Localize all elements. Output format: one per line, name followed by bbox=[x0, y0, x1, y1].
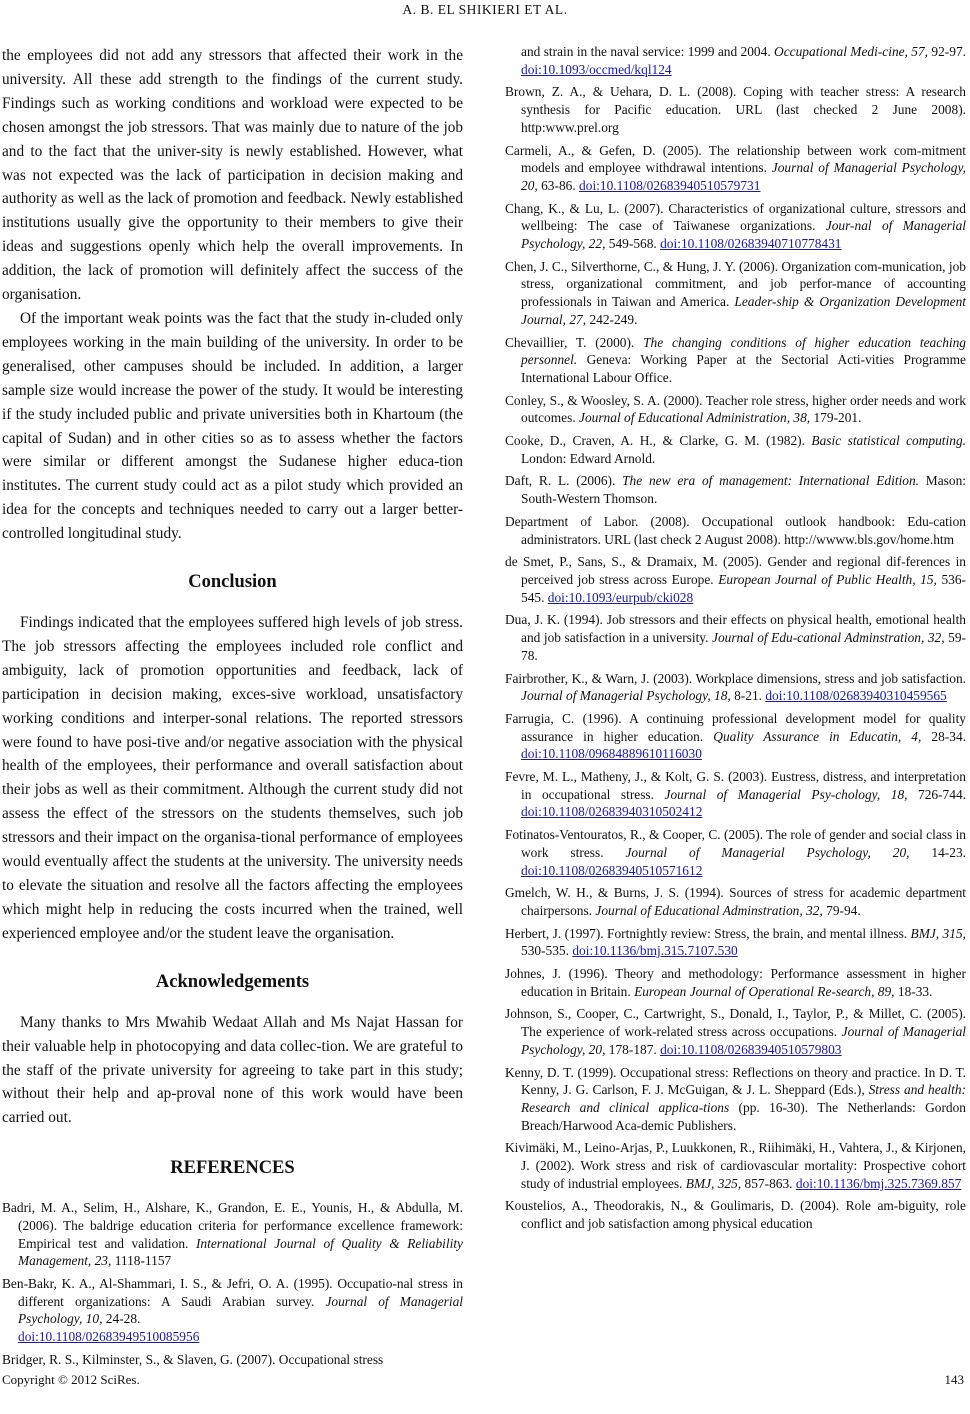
reference-source: Jour-nal of Managerial Psychology, 22, bbox=[521, 218, 966, 252]
doi-link[interactable]: doi:10.1108/02683940510579731 bbox=[579, 177, 761, 193]
reference-text: Fotinatos-Ventouratos, R., & Cooper, C. (2005). The role of gender and social class in work stress. bbox=[505, 827, 966, 860]
reference-pages: Mason: South-Western Thomson. bbox=[521, 473, 966, 507]
reference-text: Department of Labor. (2008). Occupational outlook handbook: Edu-cation administrators. URL (last check 2 August 2008). http://wwww.bls.gov/home.htm bbox=[505, 513, 966, 547]
reference-pages: 59-78. bbox=[521, 630, 966, 663]
doi-link[interactable]: doi:10.1136/bmj.315.7107.530 bbox=[572, 943, 738, 959]
reference-text: Daft, R. L. (2006). bbox=[505, 473, 623, 489]
reference-text: Kivimäki, M., Leino-Arjas, P., Luukkonen, R., Riihimäki, H., Vahtera, J., & Kirjonen, J. (2002). Work stress and risk of cardiovascular mortality: Prospective cohort study of industrial employees. bbox=[505, 1140, 966, 1191]
reference-source: BMJ, 325, bbox=[685, 1175, 742, 1191]
reference-source: Stress and health: Research and clinical applica-tions bbox=[521, 1082, 966, 1115]
reference-text: Conley, S., & Woosley, S. A. (2000). Teacher role stress, higher order needs and work outcomes. bbox=[505, 392, 966, 426]
reference-entry bbox=[505, 826, 966, 879]
conclusion-heading: Conclusion bbox=[188, 572, 277, 593]
reference-entry bbox=[2, 1275, 463, 1346]
reference-entry bbox=[505, 965, 966, 1000]
reference-text: Herbert, J. (1997). Fortnightly review: Stress, the brain, and mental illness. bbox=[505, 925, 911, 941]
doi-link[interactable]: doi:10.1108/02683940310459565 bbox=[765, 688, 947, 704]
reference-entry bbox=[505, 1139, 966, 1192]
reference-pages: 178-187. bbox=[605, 1041, 661, 1057]
reference-source: Journal of Managerial Psychology, 20, bbox=[625, 844, 910, 860]
reference-entry bbox=[2, 1351, 463, 1369]
reference-entry bbox=[505, 925, 966, 960]
left-column bbox=[2, 44, 463, 1374]
reference-entry bbox=[2, 1199, 463, 1270]
references-heading: REFERENCES bbox=[170, 1158, 295, 1179]
reference-pages: 530-535. bbox=[521, 943, 573, 959]
reference-pages: 857-863. bbox=[741, 1175, 796, 1191]
reference-source: The new era of management: International Edition. bbox=[622, 473, 920, 489]
reference-entry bbox=[505, 43, 966, 78]
reference-entry bbox=[505, 513, 966, 548]
reference-entry bbox=[505, 611, 966, 664]
reference-text: Gmelch, W. H., & Burns, J. S. (1994). Sources of stress for academic department chairpersons. bbox=[505, 885, 966, 918]
reference-entry bbox=[505, 884, 966, 919]
reference-text: Kenny, D. T. (1999). Occupational stress: Reflections on theory and practice. In D. T. Kenny, J. G. Carlson, F. J. McGuigan, & J. L. Sheppard (Eds.), bbox=[505, 1064, 966, 1098]
reference-source: Journal of Educational Adminstration, 32, bbox=[595, 902, 823, 918]
reference-pages: Geneva: Working Paper at the Sectorial Acti-vities Programme International Labour Office. bbox=[521, 352, 966, 385]
reference-source: Journal of Managerial Psychology, 20, bbox=[521, 1024, 966, 1057]
reference-pages: 24-28. bbox=[102, 1311, 141, 1327]
acknowledgements-heading: Acknowledgements bbox=[155, 971, 310, 992]
body-paragraph: the employees did not add any stressors that affected their work in the university. All these add strength to the findings of the current study. Findings such as working conditions and workload were expected to be chosen amongst the job stressors. That was mainly due to nature of the job and to the fact that the univer-sity is newly established. However, what was not expected was the lack of participation in decision making and authority as well as the lack of promotion and feedback. Newly established institutions usually give the opportunity to their members to give their ideas and suggestions openly which help the overall improvements. In addition, the lack of promotion will definitely affect the success of the organisation. bbox=[2, 47, 463, 304]
copyright-notice: Copyright © 2012 SciRes. bbox=[2, 1372, 140, 1387]
reference-pages: 79-94. bbox=[822, 902, 861, 918]
reference-entry bbox=[505, 200, 966, 253]
reference-pages: 536-545. bbox=[521, 571, 966, 605]
reference-entry bbox=[505, 472, 966, 507]
reference-entry bbox=[505, 1064, 966, 1135]
reference-pages: 14-23. bbox=[909, 844, 967, 860]
reference-text: Ben-Bakr, K. A., Al-Shammari, I. S., & Jefri, O. A. (1995). Occupatio-nal stress in different organizations: A Saudi Arabian survey. bbox=[2, 1276, 463, 1309]
reference-list-right bbox=[505, 43, 966, 1233]
reference-text: Fairbrother, K., & Warn, J. (2003). Workplace dimensions, stress and job satisfaction. bbox=[505, 670, 966, 686]
right-column bbox=[505, 43, 966, 1238]
reference-entry bbox=[505, 334, 966, 387]
reference-text: Farrugia, C. (1996). A continuing professional development model for quality assurance in higher education. bbox=[505, 710, 966, 744]
doi-link[interactable]: doi:10.1093/occmed/kql124 bbox=[521, 61, 672, 77]
reference-pages: 92-97. bbox=[928, 44, 967, 59]
reference-entry bbox=[505, 1005, 966, 1058]
reference-source: Journal of Managerial Psychology, 10, bbox=[18, 1293, 463, 1327]
reference-pages: 179-201. bbox=[810, 410, 862, 426]
reference-source: Journal of Educational Administration, 38, bbox=[579, 410, 811, 426]
doi-link[interactable]: doi:10.1108/02683940710778431 bbox=[660, 236, 842, 252]
reference-pages: 726-744. bbox=[907, 786, 966, 802]
reference-text: Johnson, S., Cooper, C., Cartwright, S., Donald, I., Taylor, P., & Millet, C. (2005). The experience of work-related stress across occupations. bbox=[505, 1006, 966, 1040]
reference-source: European Journal of Public Health, 15, bbox=[718, 571, 937, 587]
doi-link[interactable]: doi:10.1108/02683949510085956 bbox=[18, 1329, 200, 1345]
reference-source: Journal of Edu-cational Adminstration, 32, bbox=[712, 630, 945, 646]
reference-source: Journal of Managerial Psy-chology, 18, bbox=[664, 786, 908, 802]
reference-source: Occupational Medi-cine, 57, bbox=[774, 44, 929, 59]
reference-text: Chang, K., & Lu, L. (2007). Characteristics of organizational culture, stressors and wellbeing: The case of Taiwanese organizations. bbox=[505, 200, 966, 234]
reference-text: Carmeli, A., & Gefen, D. (2005). The relationship between work com-mitment models and employee withdrawal intentions. bbox=[505, 142, 966, 176]
doi-link[interactable]: doi:10.1108/02683940310502412 bbox=[521, 804, 703, 820]
reference-text: Chevaillier, T. (2000). bbox=[505, 334, 644, 350]
reference-pages: 242-249. bbox=[586, 311, 638, 327]
reference-entry bbox=[505, 392, 966, 427]
reference-text: de Smet, P., Sans, S., & Dramaix, M. (2005). Gender and regional dif-ferences in perceived job stress across Europe. bbox=[505, 554, 966, 587]
reference-entry bbox=[505, 258, 966, 329]
reference-source: European Journal of Operational Re-search, 89, bbox=[634, 983, 895, 999]
reference-text: Fevre, M. L., Matheny, J., & Kolt, G. S. (2003). Eustress, distress, and interpretation in occupational stress. bbox=[505, 769, 966, 802]
reference-entry bbox=[505, 432, 966, 467]
reference-text: Chen, J. C., Silverthorne, C., & Hung, J. Y. (2006). Organization com-munication, job stress, organizational commitment, and job perfor-mance of accounting professionals in Taiwan and America. bbox=[505, 258, 966, 310]
reference-text: Cooke, D., Craven, A. H., & Clarke, G. M. (1982). bbox=[505, 433, 812, 449]
doi-link[interactable]: doi:10.1108/02683940510579803 bbox=[660, 1041, 842, 1057]
reference-pages: (pp. 16-30). The Netherlands: Gordon Breach/Harwood Aca-demic Publishers. bbox=[521, 1099, 966, 1133]
reference-entry bbox=[505, 768, 966, 821]
reference-pages: 8-21. bbox=[730, 688, 766, 704]
reference-text: Johnes, J. (1996). Theory and methodology: Performance assessment in higher education in Britain. bbox=[505, 966, 966, 999]
running-head: A. B. EL SHIKIERI ET AL. bbox=[402, 2, 568, 17]
reference-entry bbox=[505, 1197, 966, 1232]
reference-text: Brown, Z. A., & Uehara, D. L. (2008). Coping with teacher stress: A research synthesis for Pacific education. URL (last checked 2 June 2008). http:www.prel.org bbox=[505, 84, 966, 135]
reference-source: International Journal of Quality & Reliability Management, 23, bbox=[18, 1235, 463, 1269]
reference-source: BMJ, 315, bbox=[910, 925, 966, 941]
doi-link[interactable]: doi:10.1108/02683940510571612 bbox=[521, 862, 703, 878]
reference-pages: 18-33. bbox=[894, 983, 933, 999]
reference-pages: 549-568. bbox=[605, 236, 661, 252]
reference-pages: London: Edward Arnold. bbox=[521, 450, 656, 466]
reference-text: Dua, J. K. (1994). Job stressors and their effects on physical health, emotional health and job satisfaction in a university. bbox=[505, 612, 966, 646]
body-paragraph: Of the important weak points was the fact that the study in-cluded only employees working in the main building of the university. In order to be generalised, other campuses should be included. In addition, a larger sample size would increase the power of the study. It would be interesting if the study included public and private universities both in Khartoum (the capital of Sudan) and in other cities so as to assess whether the factors were similar or different amongst the Sudanese higher educa-tion institutes. The current study could act as a pilot study which provided an idea for the concepts and techniques needed to carry out a larger better-controlled longitudinal study. bbox=[2, 309, 463, 543]
reference-source: Quality Assurance in Educatin, 4, bbox=[713, 728, 922, 744]
reference-text: Koustelios, A., Theodorakis, N., & Goulimaris, D. (2004). Role am-biguity, role conflict and job satisfaction among physical education bbox=[505, 1198, 966, 1232]
reference-text: Badri, M. A., Selim, H., Alshare, K., Grandon, E. E., Younis, H., & Abdulla, M. (2006). The baldrige education criteria for performance excellence framework: Empirical test and validation. bbox=[2, 1200, 463, 1251]
reference-entry bbox=[505, 142, 966, 195]
reference-source: The changing conditions of higher education teaching personnel. bbox=[521, 334, 966, 368]
doi-link[interactable]: doi:10.1108/09684889610116030 bbox=[521, 746, 702, 762]
reference-source: Leader-ship & Organization Development Journal, 27, bbox=[521, 294, 966, 327]
reference-list-left bbox=[2, 1199, 463, 1368]
reference-text: and strain in the naval service: 1999 and 2004. bbox=[521, 44, 775, 59]
conclusion-paragraph: Findings indicated that the employees suffered high levels of job stress. The job stressors affecting the employees included role conflict and ambiguity, lack of promotion opportunities and feedback, lack of participation in decision making, exces-sive workload, unsatisfactory working conditions and interper-sonal relations. The reported stressors were found to have posi-tive and/or negative association with the physical health of the employees, their performance and overall satisfaction about their jobs as well as their commitment. Although the current study did not assess the effect of the stressors on the students themselves, such job stressors and their impact on the organisa-tional performance of employees would eventually affect the students at the university. The university needs to elevate the situation and resolve all the factors affecting the employees which might help in reducing the costs incurred when the trained, well experienced employee and/or the student leave the organisation. bbox=[2, 614, 463, 942]
reference-entry bbox=[505, 83, 966, 136]
acknowledgements-paragraph: Many thanks to Mrs Mwahib Wedaat Allah and Ms Najat Hassan for their valuable help in photocopying and data collec-tion. We are grateful to the staff of the private university for agreeing to take part in this study; without their help and ap-proval none of this work would have been carried out. bbox=[2, 1013, 463, 1127]
reference-entry bbox=[505, 553, 966, 606]
page-number: 143 bbox=[944, 1372, 964, 1387]
reference-entry bbox=[505, 710, 966, 763]
reference-pages: 63-86. bbox=[537, 177, 580, 193]
doi-link[interactable]: doi:10.1136/bmj.325.7369.857 bbox=[795, 1175, 962, 1191]
reference-source: Basic statistical computing. bbox=[811, 433, 966, 449]
reference-pages: 1118-1157 bbox=[111, 1253, 172, 1269]
reference-source: Journal of Managerial Psychology, 18, bbox=[521, 688, 731, 704]
reference-entry bbox=[505, 670, 966, 705]
reference-source: Journal of Managerial Psychology, 20, bbox=[521, 160, 966, 193]
reference-pages: 28-34. bbox=[921, 728, 966, 744]
reference-text: Bridger, R. S., Kilminster, S., & Slaven, G. (2007). Occupational stress bbox=[2, 1351, 384, 1367]
doi-link[interactable]: doi:10.1093/eurpub/cki028 bbox=[547, 589, 694, 605]
